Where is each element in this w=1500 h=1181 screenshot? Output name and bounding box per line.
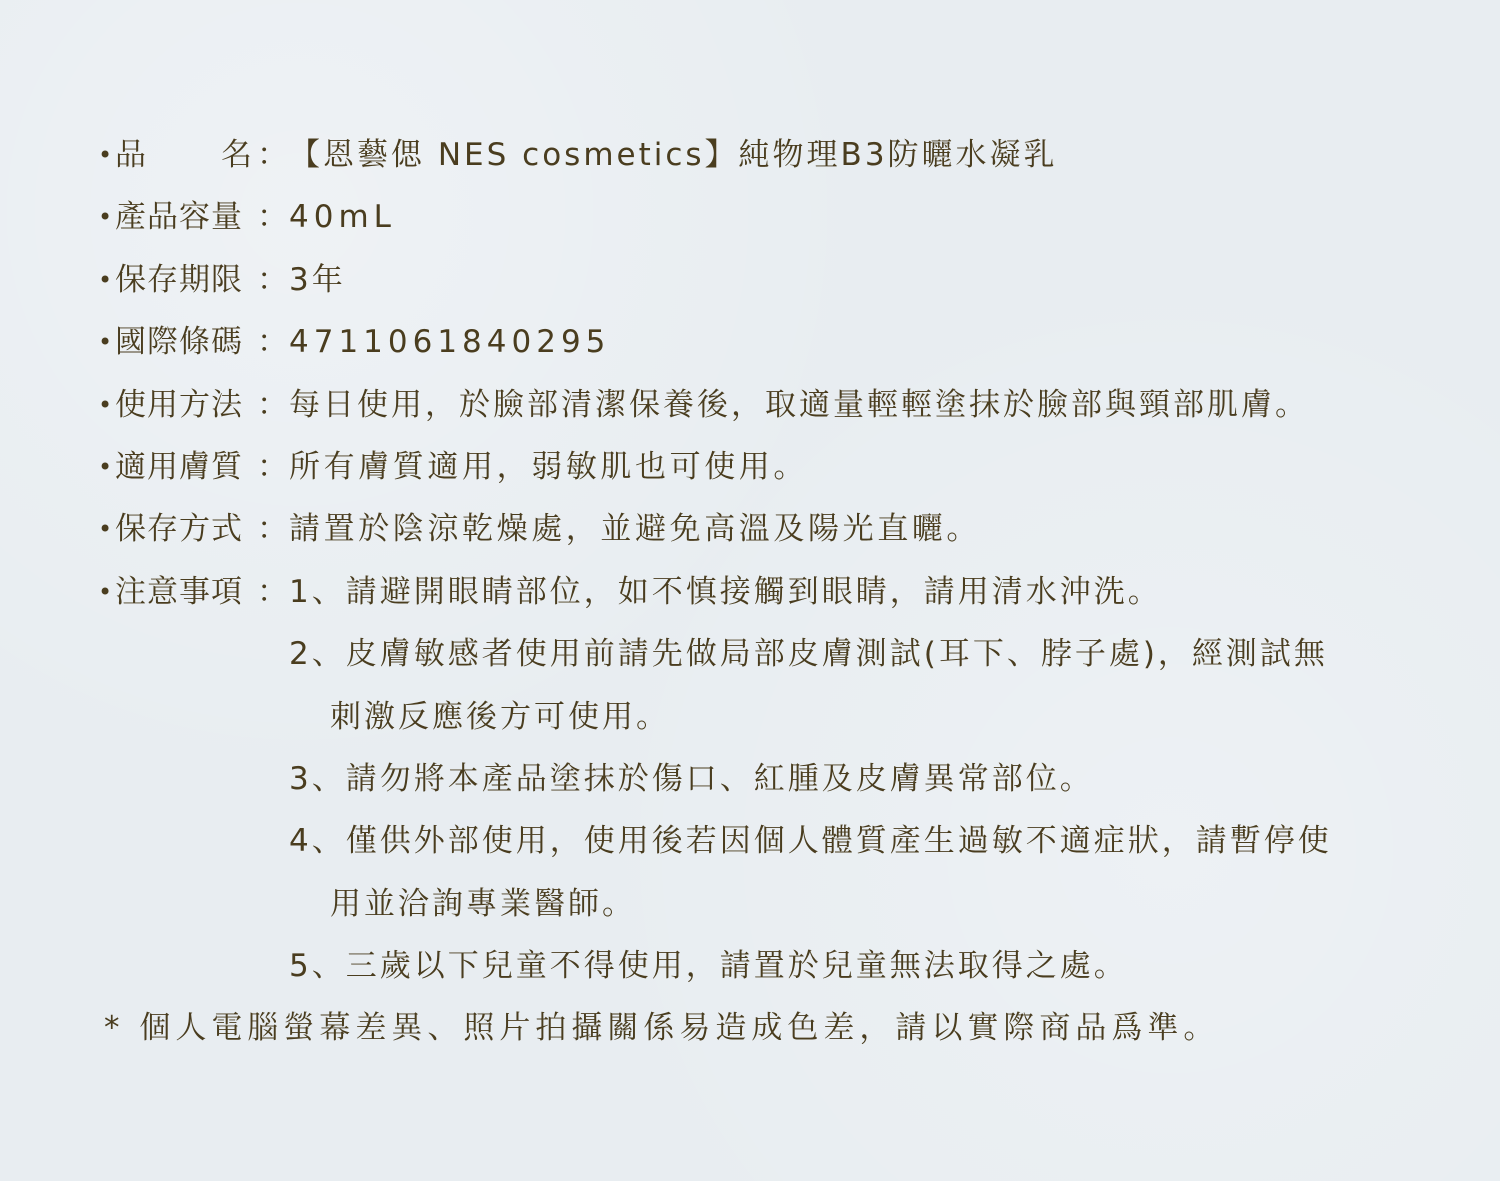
bullet: • bbox=[98, 577, 113, 606]
spec-value-barcode: 4711061840295 bbox=[289, 324, 611, 361]
note-item-3: 3、請勿將本產品塗抹於傷口、紅腫及皮膚異常部位。 bbox=[289, 760, 1094, 797]
spec-colon: ： bbox=[257, 324, 288, 361]
spec-colon: ： bbox=[257, 137, 288, 173]
product-spec-list bbox=[98, 124, 1418, 997]
spec-colon: ： bbox=[257, 573, 288, 610]
spec-colon: ： bbox=[257, 448, 288, 485]
spec-label-product-name-part-1: 品 bbox=[115, 137, 147, 173]
note-row-5 bbox=[98, 935, 1418, 997]
spec-label-product-name-part-2: 名 bbox=[221, 137, 253, 173]
color-disclaimer: * 個人電腦螢幕差異、照片拍攝關係易造成色差，請以實際商品爲準。 bbox=[104, 1010, 1220, 1046]
spec-row-shelf-life bbox=[98, 249, 1418, 311]
spec-row-storage bbox=[98, 498, 1418, 560]
bullet: • bbox=[98, 328, 113, 357]
note-row-2-cont bbox=[98, 686, 1418, 748]
bullet: • bbox=[98, 141, 113, 169]
note-item-1: 1、請避開眼睛部位，如不慎接觸到眼睛，請用清水沖洗。 bbox=[289, 573, 1162, 610]
spec-row-product-name bbox=[98, 124, 1418, 186]
spec-value-capacity: 40mL bbox=[289, 199, 396, 236]
spec-value-shelf-life: 3年 bbox=[289, 261, 346, 298]
spec-value-skin-type: 所有膚質適用，弱敏肌也可使用。 bbox=[289, 448, 808, 485]
spec-colon: ： bbox=[257, 261, 288, 298]
note-item-4-continued: 用並洽詢專業醫師。 bbox=[330, 885, 636, 922]
spec-row-barcode bbox=[98, 311, 1418, 373]
spec-label-usage: 使用方法 bbox=[115, 386, 243, 423]
spec-label-skin-type: 適用膚質 bbox=[115, 448, 243, 485]
spec-value-product-name: 【恩藝偲 NES cosmetics】純物理B3防曬水凝乳 bbox=[289, 137, 1058, 173]
note-item-2: 2、皮膚敏感者使用前請先做局部皮膚測試(耳下、脖子處)，經測試無 bbox=[289, 636, 1328, 673]
bullet: • bbox=[98, 390, 113, 419]
spec-colon: ： bbox=[257, 386, 288, 423]
spec-row-usage bbox=[98, 374, 1418, 436]
bullet: • bbox=[98, 515, 113, 544]
bullet: • bbox=[98, 452, 113, 481]
spec-colon: ： bbox=[257, 199, 288, 236]
note-item-5: 5、三歲以下兒童不得使用，請置於兒童無法取得之處。 bbox=[289, 948, 1128, 985]
spec-row-skin-type bbox=[98, 436, 1418, 498]
note-row-2 bbox=[98, 623, 1418, 685]
spec-label-product-name bbox=[115, 124, 253, 186]
spec-row-notes bbox=[98, 561, 1418, 623]
spec-label-storage: 保存方式 bbox=[115, 511, 243, 548]
spec-row-capacity bbox=[98, 186, 1418, 248]
spec-value-usage: 每日使用，於臉部清潔保養後，取適量輕輕塗抹於臉部與頸部肌膚。 bbox=[289, 386, 1309, 423]
note-item-2-continued: 刺激反應後方可使用。 bbox=[330, 698, 670, 735]
spec-colon: ： bbox=[257, 511, 288, 548]
spec-value-storage: 請置於陰涼乾燥處，並避免高溫及陽光直曬。 bbox=[289, 511, 981, 548]
spec-label-capacity: 產品容量 bbox=[115, 199, 243, 236]
spec-label-barcode: 國際條碼 bbox=[115, 324, 243, 361]
note-item-4: 4、僅供外部使用，使用後若因個人體質產生過敏不適症狀，請暫停使 bbox=[289, 823, 1332, 860]
spec-label-shelf-life: 保存期限 bbox=[115, 261, 243, 298]
note-row-3 bbox=[98, 748, 1418, 810]
note-row-4-cont bbox=[98, 873, 1418, 935]
spec-label-notes: 注意事項 bbox=[115, 573, 243, 610]
note-row-4 bbox=[98, 810, 1418, 872]
bullet: • bbox=[98, 265, 113, 294]
bullet: • bbox=[98, 203, 113, 232]
